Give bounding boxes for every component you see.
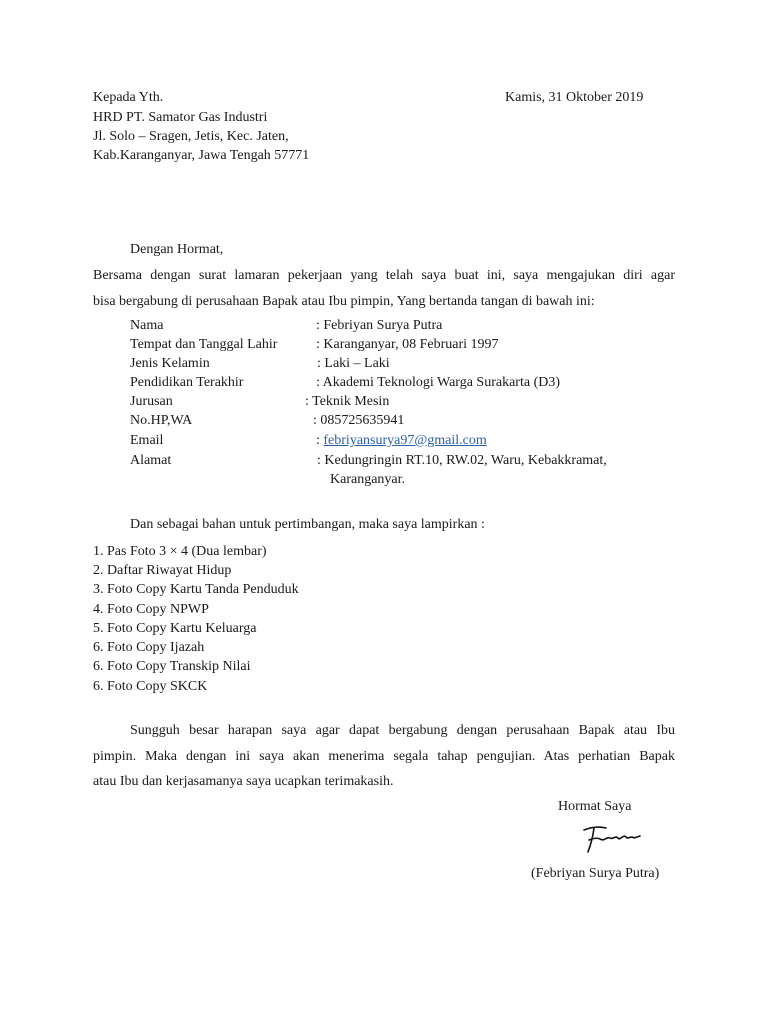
signature-name: (Febriyan Surya Putra) [531, 866, 660, 881]
detail-label: Tempat dan Tanggal Lahir [130, 337, 278, 352]
email-colon: : [316, 433, 324, 448]
detail-value: : Akademi Teknologi Warga Surakarta (D3) [316, 375, 561, 390]
detail-label: Jurusan [130, 394, 173, 409]
detail-value [316, 431, 487, 450]
detail-label: Email [130, 433, 164, 448]
closing-line-2: pimpin. Maka dengan ini saya akan menerima segala tahap pengujian. Atas perhatian Bapak [93, 749, 675, 764]
detail-label: Nama [130, 318, 164, 333]
detail-label: Pendidikan Terakhir [130, 375, 244, 390]
greeting: Dengan Hormat, [130, 242, 224, 257]
recipient-line-2: HRD PT. Samator Gas Industri [93, 110, 268, 125]
recipient-line-1: Kepada Yth. [93, 90, 164, 105]
closing-line-1: Sungguh besar harapan saya agar dapat bergabung dengan perusahaan Bapak atau Ibu [130, 723, 675, 738]
recipient-line-3: Jl. Solo – Sragen, Jetis, Kec. Jaten, [93, 129, 289, 144]
email-link[interactable]: febriyansurya97@gmail.com [323, 433, 487, 448]
signature-scribble [580, 822, 642, 856]
detail-value: : Kedungringin RT.10, RW.02, Waru, Kebakkramat, [317, 453, 607, 468]
attachments-intro: Dan sebagai bahan untuk pertimbangan, maka saya lampirkan : [130, 517, 485, 532]
letter-date: Kamis, 31 Oktober 2019 [505, 90, 644, 105]
detail-value: : Karanganyar, 08 Februari 1997 [316, 337, 499, 352]
sign-off: Hormat Saya [558, 799, 632, 814]
recipient-line-4: Kab.Karanganyar, Jawa Tengah 57771 [93, 148, 310, 163]
intro-line-1: Bersama dengan surat lamaran pekerjaan yang telah saya buat ini, saya mengajukan diri agar [93, 268, 675, 283]
attachment-item: 5. Foto Copy Kartu Keluarga [93, 621, 257, 636]
detail-value: : 085725635941 [313, 413, 405, 428]
detail-value: : Teknik Mesin [305, 394, 390, 409]
attachment-item: 2. Daftar Riwayat Hidup [93, 563, 232, 578]
intro-line-2: bisa bergabung di perusahaan Bapak atau Ibu pimpin, Yang bertanda tangan di bawah ini: [93, 294, 595, 309]
detail-value: : Laki – Laki [317, 356, 390, 371]
attachment-item: 4. Foto Copy NPWP [93, 602, 209, 617]
detail-value: : Febriyan Surya Putra [316, 318, 443, 333]
attachment-item: 6. Foto Copy Ijazah [93, 640, 205, 655]
attachment-item: 6. Foto Copy Transkip Nilai [93, 659, 251, 674]
detail-label: Jenis Kelamin [130, 356, 210, 371]
detail-value: Karanganyar. [330, 472, 406, 487]
detail-label: No.HP,WA [130, 413, 193, 428]
attachment-item: 3. Foto Copy Kartu Tanda Penduduk [93, 582, 299, 597]
attachment-item: 1. Pas Foto 3 × 4 (Dua lembar) [93, 544, 267, 559]
attachment-item: 6. Foto Copy SKCK [93, 679, 208, 694]
detail-label: Alamat [130, 453, 172, 468]
closing-line-3: atau Ibu dan kerjasamanya saya ucapkan terimakasih. [93, 774, 394, 789]
